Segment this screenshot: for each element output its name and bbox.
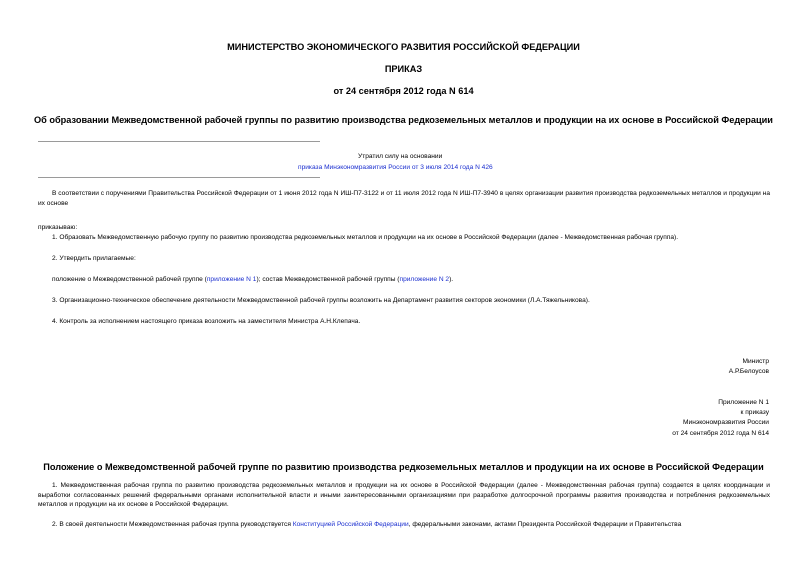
regulation-paragraph-1: 1. Межведомственная рабочая группа по развитию производства редкоземельных металлов и продукции на их основе в Российской Федерации (далее - Межведомственная рабочая группа) создается в целях координации и выработки согласованных решений федеральными органами исполнительной власти и иными заинтересованными организациями при разработке долгосрочной программы развития производства и потребления редкоземельных металлов и продукции на их основе в Российской Федерации. [38, 482, 770, 509]
item2-prefix: положение о Межведомственной рабочей группе ( [52, 276, 207, 283]
appendix-1-link[interactable]: приложение N 1 [206, 276, 257, 283]
status-note-text: Утратил силу на основании [358, 153, 443, 160]
regulation-paragraph-2 [38, 520, 770, 530]
constitution-link[interactable]: Конституцией Российской Федерации [292, 521, 409, 528]
p2-prefix: 2. В своей деятельности Межведомственная рабочая группа руководствуется [52, 521, 293, 528]
p2-suffix: , федеральными законами, актами Президента Российской Федерации и Правительства [408, 521, 682, 528]
order-word: приказываю: [38, 224, 78, 231]
regulation-title: Положение о Межведомственной рабочей группе по развитию производства редкоземельных металлов и продукции на их основе в Российской Федерации [43, 462, 764, 472]
appendix-2-link[interactable]: приложение N 2 [399, 276, 450, 283]
order-item-4: 4. Контроль за исполнением настоящего приказа возложить на заместителя Министра А.Н.Клепача. [52, 318, 361, 325]
doc-type-heading: ПРИКАЗ [384, 64, 423, 74]
divider-top [38, 141, 320, 142]
order-item-3: 3. Организационно-техническое обеспечение деятельности Межведомственной рабочей группы возложить на Департамент развития секторов экономики (Л.А.Тяжельникова). [52, 297, 590, 304]
order-item-2: 2. Утвердить прилагаемые: [52, 255, 136, 262]
doc-date-number: от 24 сентября 2012 года N 614 [333, 86, 474, 96]
item2-middle: ); состав Межведомственной рабочей группы ( [256, 276, 400, 283]
divider-bottom [38, 177, 320, 178]
item2-suffix: ). [449, 276, 454, 283]
appendix-line-4: от 24 сентября 2012 года N 614 [672, 430, 769, 437]
signature-position: Министр [742, 358, 769, 365]
order-item-1: 1. Образовать Межведомственную рабочую группу по развитию производства редкоземельных металлов и продукции на их основе в Российской Федерации (далее - Межведомственная рабочая группа). [52, 234, 679, 241]
doc-title: Об образовании Межведомственной рабочей группы по развитию производства редкоземельных металлов и продукции на их основе в Российской Федерации [34, 115, 773, 125]
appendix-line-2: к приказу [740, 409, 769, 416]
appendix-line-3: Минэкономразвития России [683, 419, 769, 426]
appendix-line-1: Приложение N 1 [718, 399, 769, 406]
intro-paragraph: В соответствии с поручениями Правительства Российской Федерации от 1 июня 2012 года N ИШ-П7-3122 и от 11 июля 2012 года N ИШ-П7-3940 в целях организации развития производства редкоземельных металлов и продукции на их основе [38, 190, 770, 207]
order-item-2-list [52, 275, 453, 285]
ministry-heading: МИНИСТЕРСТВО ЭКОНОМИЧЕСКОГО РАЗВИТИЯ РОССИЙСКОЙ ФЕДЕРАЦИИ [227, 42, 580, 52]
status-note-link[interactable]: приказа Минэкономразвития России от 3 июля 2014 года N 426 [298, 164, 493, 171]
signature-name: А.Р.Белоусов [728, 368, 769, 375]
